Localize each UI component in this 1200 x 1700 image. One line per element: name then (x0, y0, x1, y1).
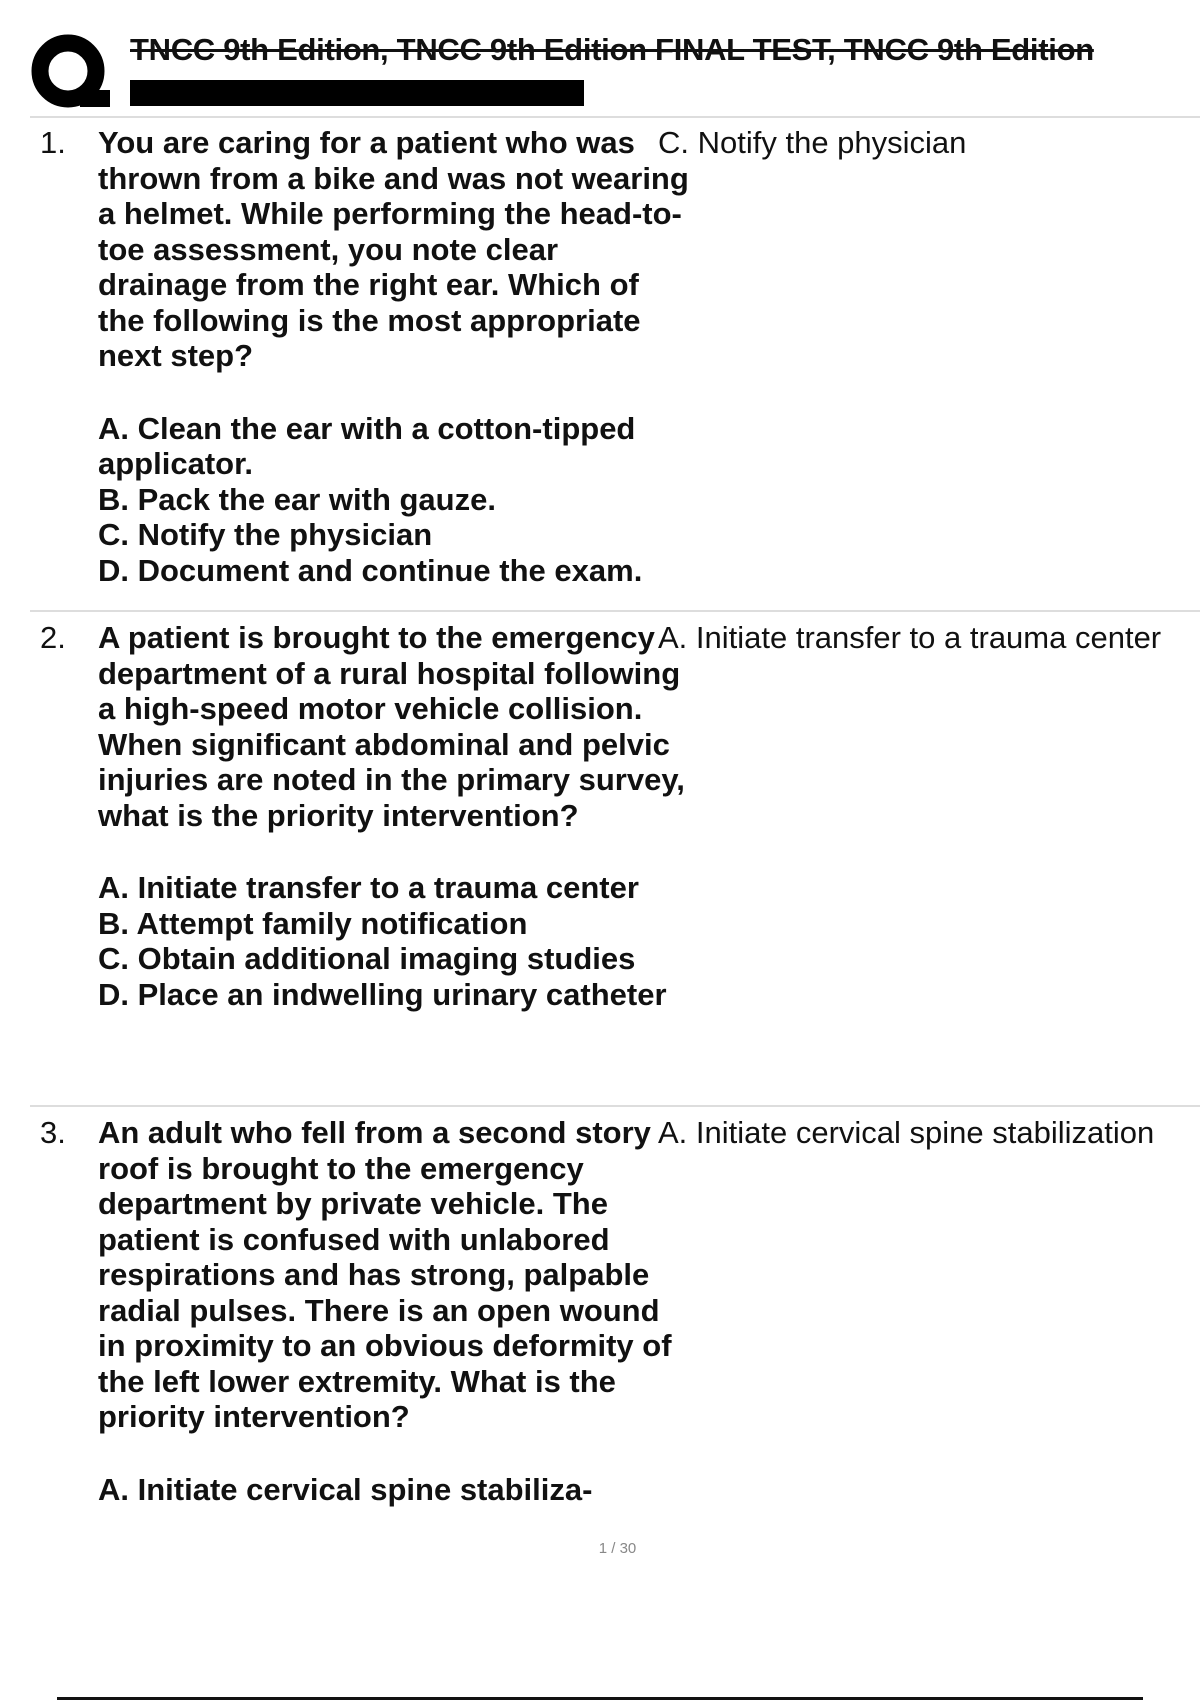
card-answer: A. Initiate cervical spine stabilization (658, 1115, 1155, 1150)
card-answer: A. Initiate transfer to a trauma center (658, 620, 1162, 655)
divider (30, 610, 1200, 612)
option-d: D. Document and continue the exam. (98, 552, 643, 588)
option-d: D. Place an indwelling urinary catheter (98, 976, 667, 1012)
option-b: B. Pack the ear with gauze. (98, 481, 496, 517)
divider (30, 116, 1200, 118)
card-answer: C. Notify the physician (658, 125, 967, 160)
card-number: 1. (40, 125, 66, 160)
option-c: C. Notify the physician (98, 517, 433, 552)
quizlet-logo-icon (30, 32, 112, 114)
question-text: You are caring for a patient who was thrown from a bike and was not wearing a helmet. While performing the head-to-toe assessment, you note clear drainage from the right ear. Which of the following is the most appropriate next step? (98, 125, 689, 373)
card-question (98, 1115, 690, 1507)
page-number: 1 / 30 (598, 1540, 637, 1557)
answer-options (98, 1472, 690, 1508)
card-question (98, 620, 690, 1012)
redacted-bar (130, 80, 584, 106)
answer-options (98, 870, 690, 1012)
option-a: A. Initiate transfer to a trauma center (98, 870, 639, 905)
card-number: 2. (40, 620, 66, 655)
option-a: A. Clean the ear with a cotton-tipped applicator. (98, 410, 636, 481)
divider (30, 1105, 1200, 1107)
document-header (0, 0, 1200, 120)
option-b: B. Attempt family notification (98, 905, 528, 941)
option-a: A. Initiate cervical spine stabiliza- (98, 1471, 593, 1507)
option-c: C. Obtain additional imaging studies (98, 941, 636, 976)
document-title: TNCC 9th Edition, TNCC 9th Edition FINAL TEST, TNCC 9th Edition (130, 32, 1094, 67)
card-question (98, 125, 690, 588)
answer-options (98, 411, 690, 589)
question-text: A patient is brought to the emergency department of a rural hospital following a high-speed motor vehicle collision. When significant abdominal and pelvic injuries are noted in the primary survey, what is the priority intervention? (98, 620, 685, 833)
card-number: 3. (40, 1115, 66, 1150)
question-text: An adult who fell from a second story roof is brought to the emergency department by private vehicle. The patient is confused with unlabored respirations and has strong, palpable radial pulses. There is an open wound in proximity to an obvious deformity of the left lower extremity. What is the priority intervention? (98, 1115, 672, 1434)
